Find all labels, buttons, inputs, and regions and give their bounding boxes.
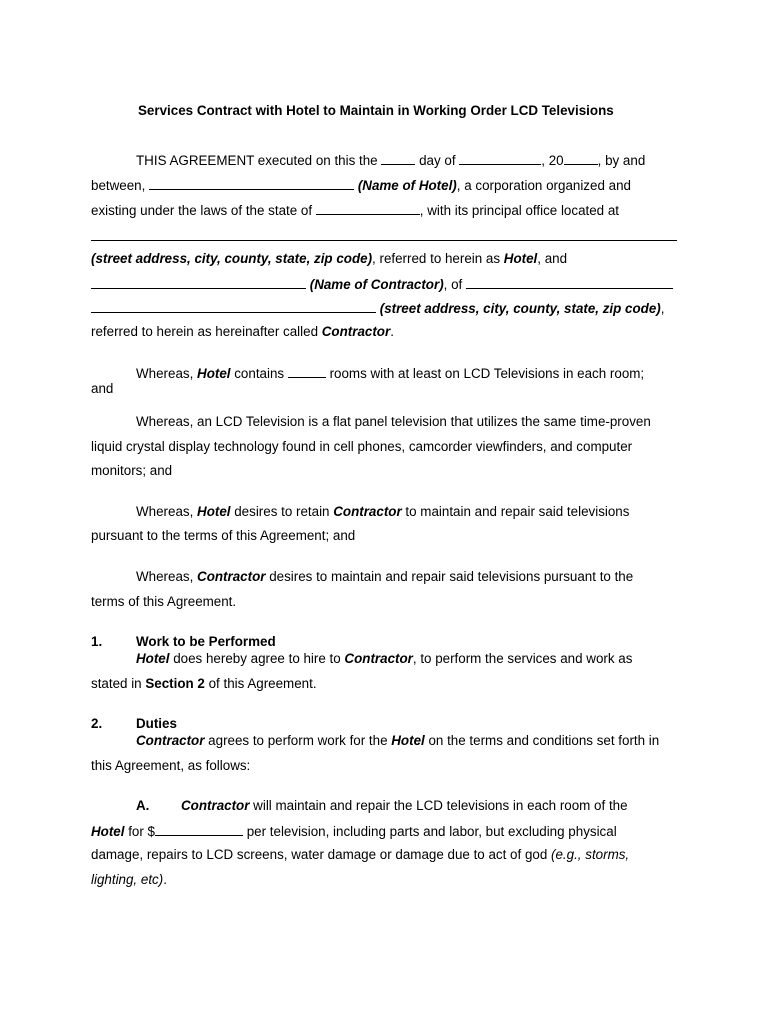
text: stated in: [91, 676, 146, 691]
whereas-2-line-3: monitors; and: [91, 463, 173, 478]
text: between,: [91, 178, 150, 193]
text: for $: [124, 824, 155, 839]
preamble-line-2: [91, 177, 631, 194]
hotel-term: Hotel: [136, 651, 170, 666]
contractor-address-blank: [91, 300, 376, 313]
street-address-label: (street address, city, county, state, zip code): [91, 251, 373, 266]
text: , a corporation organized and: [456, 178, 631, 193]
example-text: (e.g., storms,: [551, 847, 630, 862]
address-blank-line: [91, 240, 677, 241]
section-2-heading: Duties: [136, 716, 177, 731]
subsection-a-line-3: [91, 847, 629, 863]
text: Whereas,: [136, 569, 198, 584]
hotel-term: Hotel: [391, 733, 425, 748]
text: , 20: [541, 153, 564, 168]
text: .: [390, 324, 394, 339]
whereas-3-line-2: pursuant to the terms of this Agreement; and: [91, 528, 356, 543]
text: to maintain and repair said televisions: [401, 504, 630, 519]
day-blank: [381, 152, 415, 165]
text: day of: [415, 153, 460, 168]
section-2-number: 2.: [91, 716, 103, 731]
hotel-term: Hotel: [197, 366, 231, 381]
contractor-term: Contractor: [344, 651, 413, 666]
text: desires to retain: [230, 504, 334, 519]
name-of-contractor-label: (Name of Contractor): [309, 277, 444, 292]
section-1-heading: Work to be Performed: [136, 634, 276, 649]
text: ,: [660, 301, 665, 316]
text: Whereas,: [136, 366, 198, 381]
text: contains: [230, 366, 288, 381]
section-1-line-2: [91, 676, 317, 692]
subsection-a-line-2: [91, 823, 617, 840]
text: will maintain and repair the LCD televisions in each room of the: [249, 798, 628, 813]
text: , to perform the services and work as: [412, 651, 633, 666]
whereas-2-line-1: Whereas, an LCD Television is a flat panel television that utilizes the same time-proven: [136, 414, 651, 429]
whereas-4-line-1: [136, 569, 633, 585]
text: agrees to perform work for the: [204, 733, 392, 748]
whereas-2-line-2: liquid crystal display technology found in cell phones, camcorder viewfinders, and computer: [91, 439, 633, 454]
text: does hereby agree to hire to: [169, 651, 345, 666]
subsection-a-line-4: [91, 872, 167, 888]
text: , by and: [597, 153, 646, 168]
subsection-a-line-1: [181, 798, 628, 814]
whereas-1-line-2: and: [91, 381, 114, 396]
text: on the terms and conditions set forth in: [424, 733, 660, 748]
text: rooms with at least on LCD Televisions in each room;: [325, 366, 645, 381]
contractor-name-blank: [91, 276, 306, 289]
contractor-term: Contractor: [181, 798, 250, 813]
text: damage, repairs to LCD screens, water damage or damage due to act of god: [91, 847, 552, 862]
preamble-line-1: [136, 152, 645, 169]
hotel-name-blank: [149, 177, 354, 190]
section-reference: Section 2: [145, 676, 205, 691]
contractor-term: Contractor: [197, 569, 266, 584]
whereas-1-line-1: [136, 365, 644, 382]
text: desires to maintain and repair said televisions pursuant to the: [265, 569, 634, 584]
text: , and: [537, 251, 568, 266]
section-2-line-1: [136, 733, 659, 749]
whereas-4-line-2: terms of this Agreement.: [91, 594, 237, 609]
section-1-line-1: [136, 651, 632, 667]
preamble-line-5: [91, 251, 567, 267]
section-2-line-2: this Agreement, as follows:: [91, 758, 251, 773]
page-title: Services Contract with Hotel to Maintain in Working Order LCD Televisions: [138, 103, 614, 118]
name-of-hotel-label: (Name of Hotel): [357, 178, 457, 193]
hotel-term: Hotel: [503, 251, 538, 266]
preamble-line-8: [91, 324, 394, 340]
street-address-label: (street address, city, county, state, zip code): [379, 301, 661, 316]
price-blank: [155, 823, 243, 836]
month-blank: [459, 152, 541, 165]
text: , with its principal office located at: [419, 203, 620, 218]
text: of this Agreement.: [204, 676, 317, 691]
example-text: lighting, etc): [91, 872, 164, 887]
hotel-term: Hotel: [197, 504, 231, 519]
text: THIS AGREEMENT executed on this the: [136, 153, 382, 168]
subsection-a-label: A.: [136, 798, 150, 813]
contractor-term: Contractor: [333, 504, 402, 519]
whereas-3-line-1: [136, 504, 629, 520]
preamble-line-7: [91, 300, 665, 317]
contractor-term: Contractor: [321, 324, 391, 339]
contractor-of-blank: [466, 276, 673, 289]
state-blank: [316, 202, 420, 215]
year-blank: [564, 152, 598, 165]
rooms-blank: [288, 365, 326, 378]
preamble-line-3: [91, 202, 619, 219]
preamble-line-6: [91, 276, 673, 293]
text: , of: [443, 277, 466, 292]
contractor-term: Contractor: [136, 733, 205, 748]
text: Whereas,: [136, 504, 198, 519]
text: .: [163, 872, 167, 887]
text: , referred to herein as: [372, 251, 504, 266]
text: referred to herein as hereinafter called: [91, 324, 322, 339]
text: per television, including parts and labor, but excluding physical: [243, 824, 617, 839]
hotel-term: Hotel: [91, 824, 125, 839]
text: existing under the laws of the state of: [91, 203, 316, 218]
section-1-number: 1.: [91, 634, 103, 649]
